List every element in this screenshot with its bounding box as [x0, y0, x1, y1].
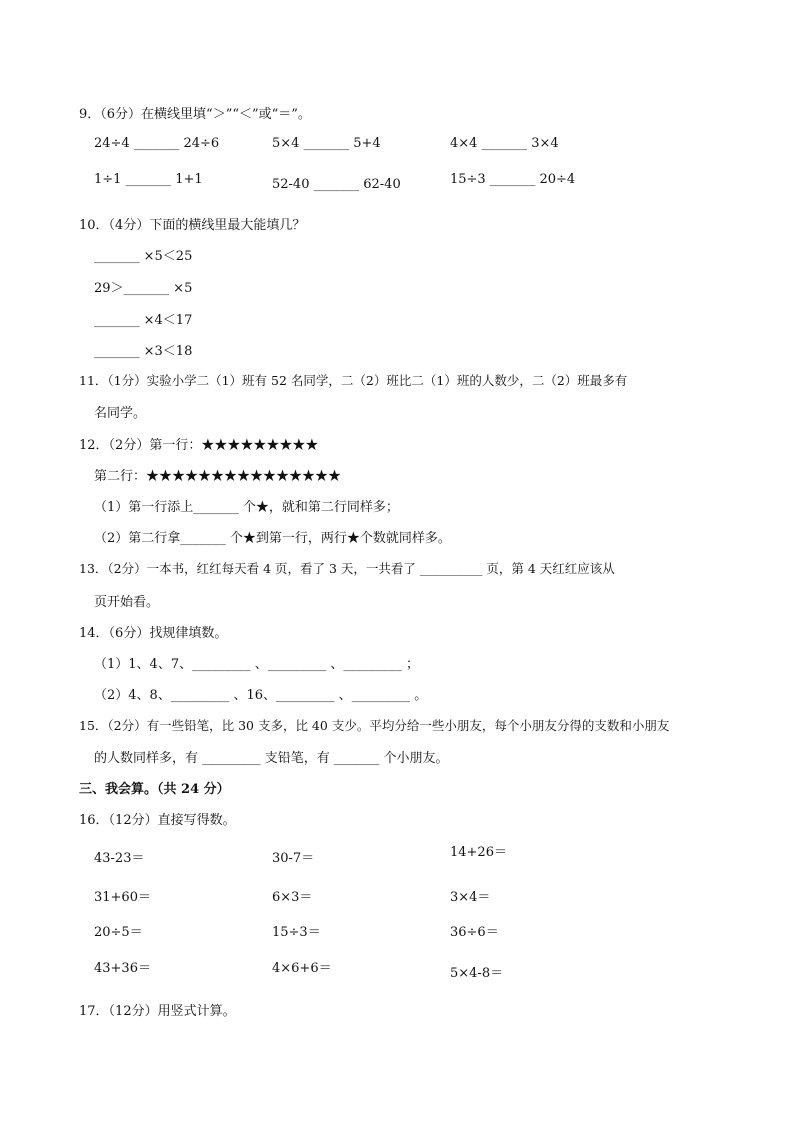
- q10-title: 10．（4分）下面的横线里最大能填几？: [79, 218, 306, 233]
- q9-item-3: 4×4 _______ 3×4: [450, 136, 559, 151]
- q16-item-11: 4×6+6＝: [272, 961, 332, 976]
- q12-row-2: 第二行：★★★★★★★★★★★★★★★: [94, 469, 342, 484]
- q12-row-1: 12．（2分）第一行：★★★★★★★★★: [79, 438, 319, 453]
- q9-item-5: 52-40 _______ 62-40: [272, 177, 401, 192]
- q16-item-8: 15÷3＝: [272, 925, 321, 940]
- q14-sub-1: （1）1、4、7、_________ 、_________ 、_________ ；: [94, 657, 419, 672]
- q9-item-4: 1÷1 _______ 1+1: [94, 172, 203, 187]
- q16-item-9: 36÷6＝: [450, 925, 499, 940]
- q10-item-3: _______ ×4＜17: [94, 313, 193, 328]
- q16-item-12: 5×4-8＝: [450, 966, 504, 981]
- q15-line-2: 的人数同样多，有 _________ 支铅笔，有 _______ 个小朋友。: [94, 751, 449, 766]
- q9-title: 9．（6分）在横线里填“＞”“＜”或“＝”。: [79, 107, 311, 122]
- q9-item-2: 5×4 _______ 5+4: [272, 136, 381, 151]
- q14-sub-2: （2）4、8、_________ 、16、_________ 、_________ 。: [94, 688, 428, 703]
- q13-line-1: 13．（2分）一本书，红红每天看 4 页，看了 3 天，一共看了 __________ 页，第 4 天红红应该从: [79, 561, 615, 576]
- q15-line-1: 15．（2分）有一些铅笔，比 30 支多，比 40 支少。平均分给一些小朋友，每个小朋友分得的支数和小朋友: [79, 718, 670, 733]
- q9-item-1: 24÷4 _______ 24÷6: [94, 136, 220, 151]
- q16-item-4: 31+60＝: [94, 890, 151, 905]
- q16-item-5: 6×3＝: [272, 890, 313, 905]
- q13-line-2: 页开始看。: [94, 595, 160, 610]
- q16-item-7: 20÷5＝: [94, 925, 143, 940]
- section-3-title: 三、我会算。（共 24 分）: [79, 782, 230, 797]
- q16-item-10: 43+36＝: [94, 961, 151, 976]
- q14-title: 14．（6分）找规律填数。: [79, 626, 228, 641]
- q11-line-1: 11．（1分）实验小学二（1）班有 52 名同学，二（2）班比二（1）班的人数少，二（2）班最多有: [79, 373, 628, 388]
- q10-item-4: _______ ×3＜18: [94, 344, 193, 359]
- q16-title: 16．（12分）直接写得数。: [79, 813, 236, 828]
- q17-title: 17．（12分）用竖式计算。: [79, 1004, 236, 1019]
- q12-sub-2: （2）第二行拿_______ 个★到第一行，两行★个数就同样多。: [94, 531, 451, 546]
- q16-item-2: 30-7＝: [272, 851, 315, 866]
- q12-sub-1: （1）第一行添上_______ 个★，就和第二行同样多；: [94, 500, 399, 515]
- q11-line-2: 名同学。: [94, 406, 147, 421]
- q16-item-6: 3×4＝: [450, 890, 491, 905]
- q10-item-1: _______ ×5＜25: [94, 249, 193, 264]
- q16-item-3: 14+26＝: [450, 845, 507, 860]
- q9-item-6: 15÷3 _______ 20÷4: [450, 172, 576, 187]
- q10-item-2: 29＞_______ ×5: [94, 281, 193, 296]
- q16-item-1: 43-23＝: [94, 851, 145, 866]
